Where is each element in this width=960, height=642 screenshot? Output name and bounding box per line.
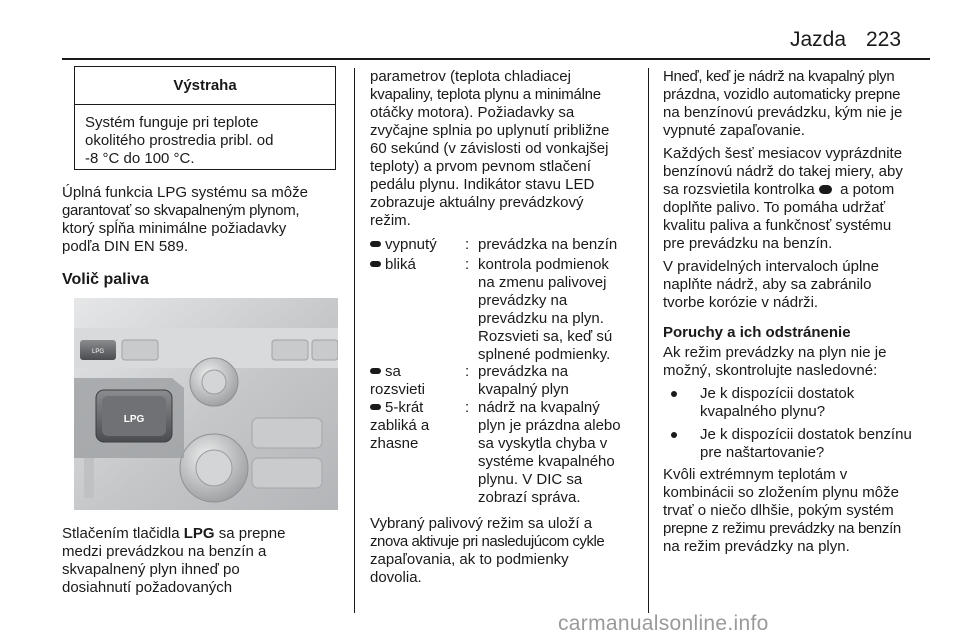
warning-line: Systém funguje pri teplote — [85, 114, 259, 131]
warning-title: Výstraha — [75, 67, 335, 105]
desc-line: prevádzka na — [478, 363, 569, 380]
text-line: tvorbe korózie v nádrži. — [663, 294, 819, 311]
led-state-text: rozsvieti — [370, 381, 426, 398]
bullet-icon — [671, 391, 677, 397]
text-run: Stlačením tlačidla — [62, 525, 184, 542]
six-month-paragraph — [663, 145, 933, 253]
desc-line: splnené podmienky. — [478, 346, 611, 363]
text-line: skvapalnený plyn ihneď po — [62, 561, 240, 578]
led-indicator-icon — [370, 404, 381, 410]
text-line: na benzínovú prevádzku, kým nie je — [663, 104, 903, 121]
text-line: medzi prevádzkou na benzín a — [62, 543, 267, 560]
desc-line: plyn je prázdna alebo — [478, 417, 621, 434]
lpg-button-label: LPG — [123, 414, 145, 425]
separator-colon: : — [465, 256, 470, 273]
desc-line: zobrazí správa. — [478, 489, 581, 506]
led-state-text: zabliká a — [370, 417, 430, 434]
led-state — [370, 363, 460, 399]
desc-line: kvapalný plyn — [478, 381, 569, 398]
text-line: podľa DIN EN 589. — [62, 238, 189, 255]
text-line: zvyčajne splnia po uplynutí približne — [370, 122, 610, 139]
desc-line: plynu. V DIC sa — [478, 471, 583, 488]
text-line: parametrov (teplota chladiacej — [370, 68, 571, 85]
troubleshooting-intro — [663, 344, 933, 380]
text-line: pre prevádzku na benzín. — [663, 235, 833, 252]
text-line: teploty) a prvom pevnom stlačení — [370, 158, 591, 175]
led-state-text: bliká — [385, 256, 416, 273]
bullet-text — [700, 385, 940, 421]
text-line: Kvôli extrémnym teplotám v — [663, 466, 848, 483]
desc-line: systéme kvapalného — [478, 453, 615, 470]
text-line — [663, 181, 933, 199]
text-line: režim. — [370, 212, 411, 229]
chapter-title: Jazda — [790, 28, 847, 51]
led-state-text: 5-krát — [385, 399, 424, 416]
text-line: doplňte palivo. To pomáha udržať — [663, 199, 886, 216]
text-line: trvať o niečo dlhšie, pokým systém — [663, 502, 894, 519]
led-description — [478, 236, 636, 254]
mode-memory-paragraph — [370, 515, 640, 587]
lpg-button-paragraph — [62, 525, 346, 597]
lpg-indicator-lamp-icon — [819, 185, 832, 194]
text-line: kombinácii so zložením plynu môže — [663, 484, 899, 501]
troubleshooting-heading: Poruchy a ich odstránenie — [663, 324, 851, 341]
led-state-text: sa — [385, 363, 401, 380]
text-line — [62, 525, 346, 543]
desc-line: prevádzky na — [478, 292, 568, 309]
led-description — [478, 256, 636, 364]
led-description — [478, 363, 636, 399]
text-line: dovolia. — [370, 569, 422, 586]
text-line: zapaľovania, ak to podmienky — [370, 551, 569, 568]
warning-box — [74, 66, 336, 170]
extreme-temperature-paragraph — [663, 466, 933, 556]
warning-body — [75, 105, 335, 168]
column-divider-1 — [354, 68, 355, 613]
desc-line: Rozsvieti sa, keď sú — [478, 328, 613, 345]
separator-colon: : — [465, 399, 470, 416]
text-line: Vybraný palivový režim sa uloží a — [370, 515, 593, 532]
led-indicator-icon — [370, 261, 381, 267]
text-run: sa prepne — [214, 525, 286, 542]
text-line: otáčky motora). Požiadavky sa — [370, 104, 575, 121]
led-state-text: zhasne — [370, 435, 419, 452]
led-indicator-icon — [370, 368, 381, 374]
warning-line: -8 °C do 100 °C. — [85, 150, 195, 167]
fuel-selector-heading: Volič paliva — [62, 271, 149, 288]
warning-line: okolitého prostredia pribl. od — [85, 132, 274, 149]
small-lpg-label: LPG — [91, 349, 105, 355]
page-number: 223 — [866, 28, 902, 51]
text-line: Je k dispozícii dostatok — [700, 385, 855, 402]
text-line: Každých šesť mesiacov vyprázdnite — [663, 145, 903, 162]
text-run: sa rozsvietila kontrolka — [663, 181, 819, 198]
bullet-text — [700, 426, 940, 462]
dashboard-illustration — [74, 298, 338, 510]
text-line: V pravidelných intervaloch úplne — [663, 258, 879, 275]
header-rule — [62, 58, 930, 60]
desc-line: prevádzku na plyn. — [478, 310, 604, 327]
text-line: naplňte nádrž, aby sa zabránilo — [663, 276, 872, 293]
desc-line: prevádzka na benzín — [478, 236, 618, 253]
led-state — [370, 399, 460, 453]
text-line: znova aktivuje pri nasledujúcom cykle — [370, 533, 605, 550]
text-line: zobrazuje aktuálny prevádzkový — [370, 194, 584, 211]
led-state-text: vypnutý — [385, 236, 437, 253]
text-run: a potom — [835, 181, 895, 198]
text-line: možný, skontrolujte nasledovné: — [663, 362, 878, 379]
text-line: prázdna, vozidlo automaticky prepne — [663, 86, 901, 103]
text-line: prepne z režimu prevádzky na benzín — [663, 520, 901, 537]
fuel-selector-photo — [74, 298, 338, 510]
text-line: kvapaliny, teplota plynu a minimálne — [370, 86, 601, 103]
text-line: Ak režim prevádzky na plyn nie je — [663, 344, 887, 361]
text-line: Úplná funkcia LPG systému sa môže — [62, 184, 308, 201]
text-line: ktorý spĺňa minimálne požiadavky — [62, 220, 287, 237]
led-description — [478, 399, 636, 507]
led-indicator-icon — [370, 241, 381, 247]
text-line: garantovať so skvapalneným plynom, — [62, 202, 300, 219]
text-line: 60 sekúnd (v závislosti od vonkajšej — [370, 140, 609, 157]
watermark: carmanualsonline.info — [558, 612, 769, 635]
separator-colon: : — [465, 363, 470, 380]
text-line: pre naštartovanie? — [700, 444, 825, 461]
desc-line: kontrola podmienok — [478, 256, 609, 273]
lpg-term: LPG — [183, 525, 215, 542]
text-line: kvalitu paliva a funkčnosť systému — [663, 217, 892, 234]
bullet-icon — [671, 432, 677, 438]
text-line: kvapalného plynu? — [700, 403, 826, 420]
text-line: Je k dispozícii dostatok benzínu — [700, 426, 912, 443]
led-state — [370, 256, 460, 274]
led-state — [370, 236, 460, 254]
text-line: pedálu plynu. Indikátor stavu LED — [370, 176, 595, 193]
text-line: benzínovú nádrž do takej miery, aby — [663, 163, 903, 180]
empty-tank-paragraph — [663, 68, 933, 140]
text-line: na režim prevádzky na plyn. — [663, 538, 850, 555]
separator-colon: : — [465, 236, 470, 253]
desc-line: sa vyskytla chyba v — [478, 435, 608, 452]
text-line: vypnuté zapaľovanie. — [663, 122, 805, 139]
corrosion-paragraph — [663, 258, 933, 312]
desc-line: na zmenu palivovej — [478, 274, 607, 291]
text-line: dosiahnutí požadovaných — [62, 579, 233, 596]
text-line: Hneď, keď je nádrž na kvapalný plyn — [663, 68, 895, 85]
desc-line: nádrž na kvapalný — [478, 399, 600, 416]
conditions-paragraph — [370, 68, 640, 230]
lpg-requirements-paragraph — [62, 184, 346, 256]
column-divider-2 — [648, 68, 649, 613]
